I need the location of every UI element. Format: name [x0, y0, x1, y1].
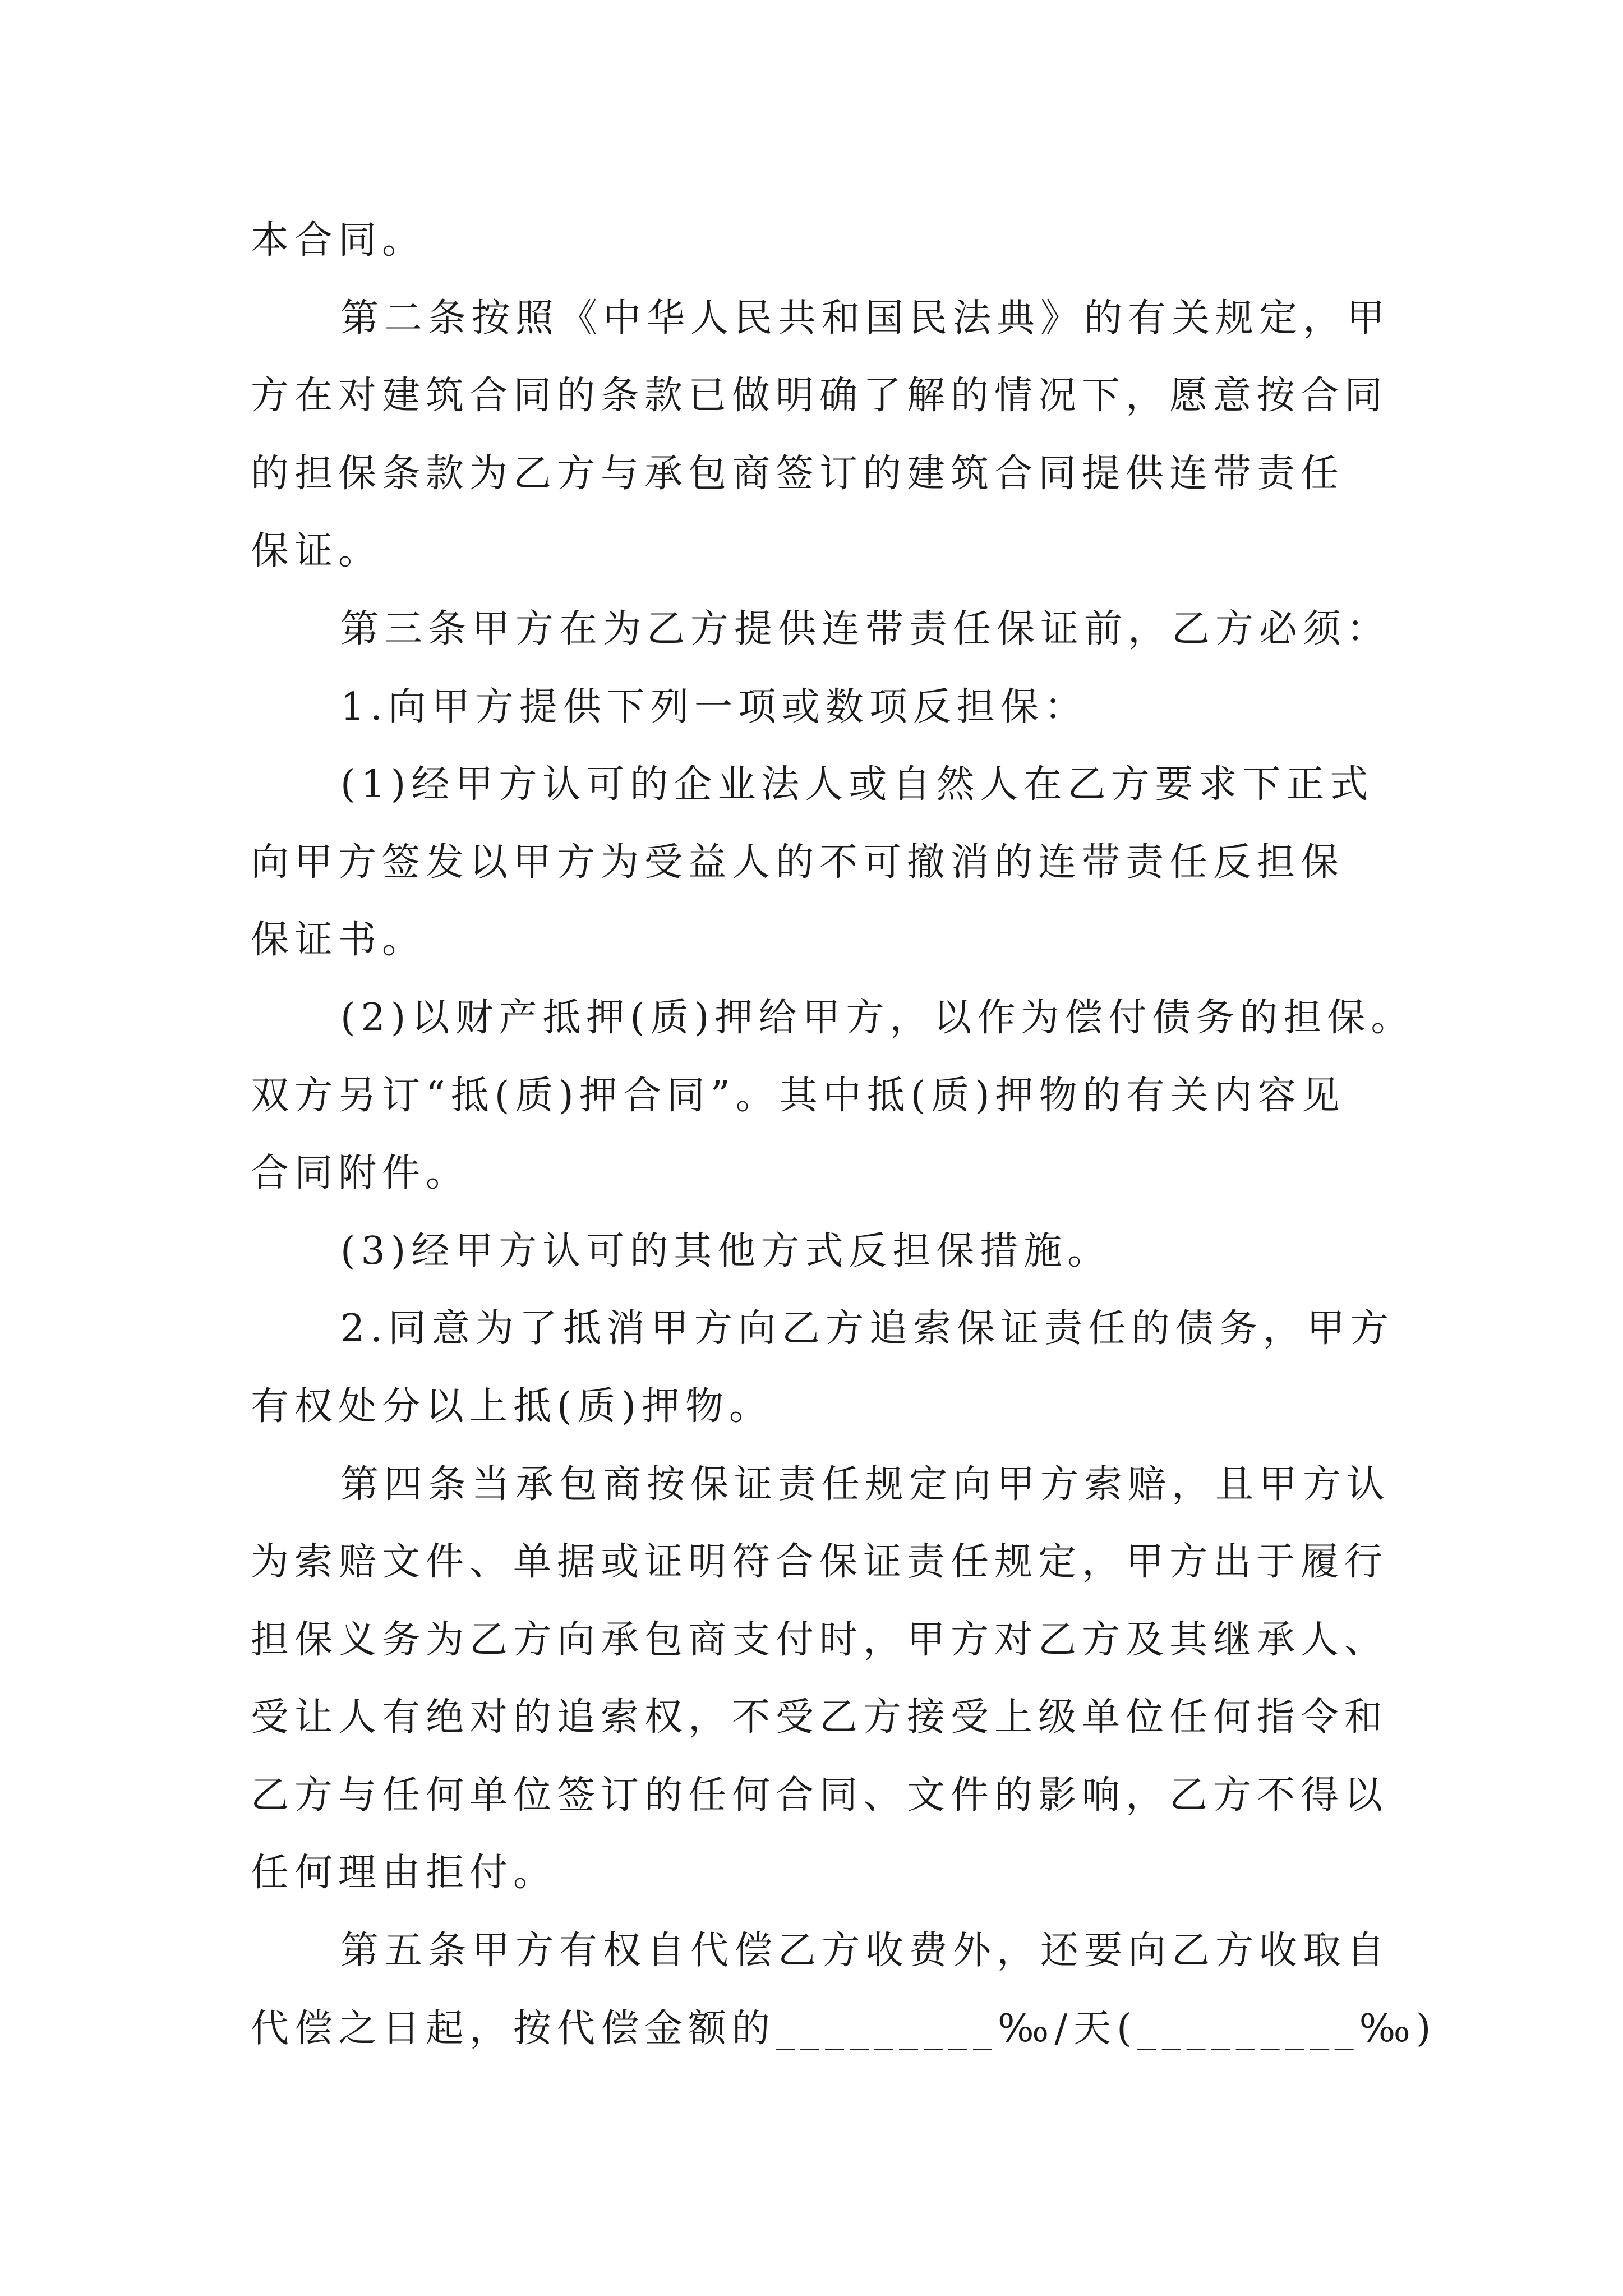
paragraph-article-2 [251, 280, 1484, 591]
text-line: (3)经甲方认可的其他方式反担保措施。 [340, 1228, 1112, 1273]
text-line: 第二条按照《中华人民共和国民法典》的有关规定，甲 [340, 296, 1391, 341]
paragraph-continuation [251, 202, 1484, 280]
text-line: 向甲方签发以甲方为受益人的不可撤消的连带责任反担保 [251, 840, 1345, 885]
text-line: (2)以财产抵押(质)押给甲方，以作为偿付债务的担保。 [340, 995, 1415, 1040]
paragraph-item-2 [251, 1290, 1484, 1446]
paragraph-article-5 [251, 1912, 1484, 2068]
paragraph-subitem-1 [251, 746, 1484, 979]
text-line-with-blanks: 代偿之日起，按代偿金额的_________‰/天(_________‰) [251, 2006, 1437, 2051]
text-line: 第三条甲方在为乙方提供连带责任保证前，乙方必须： [340, 606, 1391, 651]
text-line: 第四条当承包商按保证责任规定向甲方索赔，且甲方认 [340, 1462, 1391, 1507]
paragraph-article-4 [251, 1446, 1484, 1913]
text-line: 本合同。 [251, 218, 426, 263]
paragraph-subitem-2 [251, 979, 1484, 1213]
text-line: 2.同意为了抵消甲方向乙方追索保证责任的债务，甲方 [340, 1306, 1394, 1351]
text-line: 保证书。 [251, 918, 426, 963]
text-line: 受让人有绝对的追索权，不受乙方接受上级单位任何指令和 [251, 1695, 1389, 1740]
document-body [251, 202, 1484, 2068]
paragraph-subitem-3 [251, 1213, 1484, 1291]
paragraph-article-3 [251, 591, 1484, 669]
text-line: 的担保条款为乙方与承包商签订的建筑合同提供连带责任 [251, 451, 1345, 496]
text-line: 保证。 [251, 529, 382, 574]
text-line: 双方另订“抵(质)押合同”。其中抵(质)押物的有关内容见 [251, 1073, 1345, 1118]
text-line: 合同附件。 [251, 1151, 470, 1196]
text-line: 担保义务为乙方向承包商支付时，甲方对乙方及其继承人、 [251, 1617, 1389, 1662]
text-line: 第五条甲方有权自代偿乙方收费外，还要向乙方收取自 [340, 1929, 1391, 1973]
text-line: 1.向甲方提供下列一项或数项反担保： [340, 684, 1088, 729]
text-line: (1)经甲方认可的企业法人或自然人在乙方要求下正式 [340, 762, 1374, 807]
text-line: 有权处分以上抵(质)押物。 [251, 1384, 773, 1429]
text-line: 任何理由拒付。 [251, 1851, 557, 1895]
text-line: 方在对建筑合同的条款已做明确了解的情况下，愿意按合同 [251, 374, 1389, 418]
text-line: 为索赔文件、单据或证明符合保证责任规定，甲方出于履行 [251, 1540, 1389, 1585]
paragraph-item-1 [251, 669, 1484, 747]
text-line: 乙方与任何单位签订的任何合同、文件的影响，乙方不得以 [251, 1773, 1389, 1818]
